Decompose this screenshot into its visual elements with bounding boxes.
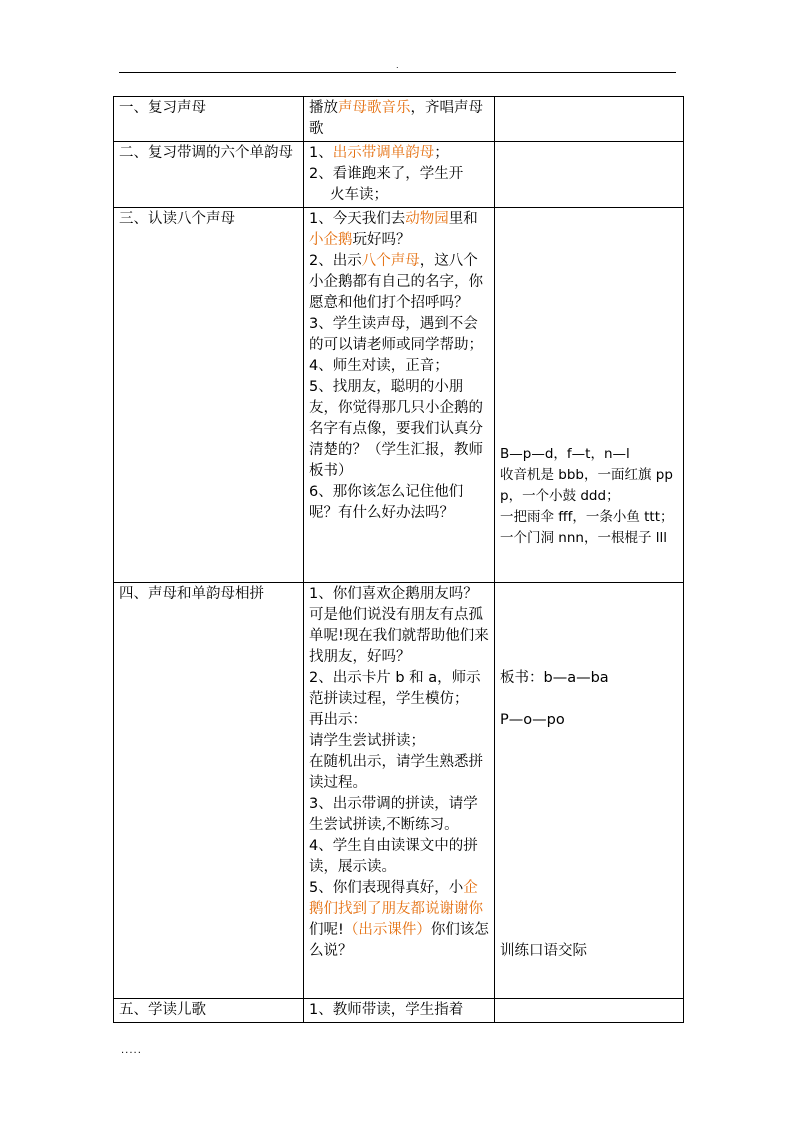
activity-cell <box>304 208 495 583</box>
activity-step: 在随机出示，请学生熟悉拼读过程。 <box>309 754 483 791</box>
step-title-cell <box>114 142 304 208</box>
footer-dots: ..... <box>121 1045 142 1056</box>
activity-step: 6、那你该怎么记住他们呢？有什么好办法吗？ <box>309 484 464 521</box>
note-line: B—p—d，f—t，n—l <box>500 446 630 462</box>
spacer <box>500 549 678 581</box>
activity-text: ，齐唱声母歌 <box>309 100 483 137</box>
activity-text: 1、 <box>309 145 333 161</box>
step-title-cell <box>114 208 304 583</box>
step-title: 二、复习带调的六个单韵母 <box>119 145 293 161</box>
note-cell <box>495 208 684 583</box>
step-title: 一、复习声母 <box>119 100 206 116</box>
board-notes <box>500 444 678 581</box>
activity-cell <box>304 97 495 142</box>
note-line: 板书：b—a—ba <box>500 670 609 686</box>
activity-text: 2、看谁跑来了，学生开 <box>309 166 464 182</box>
step-title: 四、声母和单韵母相拼 <box>119 586 264 602</box>
table-row <box>114 97 684 142</box>
activity-step: 1、教师带读，学生指着 <box>309 1002 464 1018</box>
activity-step: 2、出示八个声母，这八个小企鹅都有自己的名字，你愿意和他们打个招呼吗？ <box>309 253 483 311</box>
activity-text: 播放 <box>309 100 338 116</box>
activity-cell <box>304 142 495 208</box>
lesson-plan-table <box>113 96 684 1023</box>
step-title-cell <box>114 97 304 142</box>
step-title: 三、认读八个声母 <box>119 211 235 227</box>
note-line: 收音机是 bbb，一面红旗 ppp，一个小鼓 ddd； <box>500 467 673 504</box>
note-line: 训练口语交际 <box>500 943 587 959</box>
spacer <box>500 731 678 941</box>
note-line: P—o—po <box>500 712 565 728</box>
note-line: 一把雨伞 fff，一条小鱼 ttt； <box>500 509 674 525</box>
activity-step: 3、学生读声母，遇到不会的可以请老师或同学帮助； <box>309 316 483 353</box>
note-cell <box>495 999 684 1023</box>
activity-cell <box>304 583 495 999</box>
activity-step: 1、今天我们去动物园里和小企鹅玩好吗？ <box>309 211 478 248</box>
note-cell <box>495 142 684 208</box>
note-cell <box>495 97 684 142</box>
note-cell <box>495 583 684 999</box>
step-title-cell <box>114 583 304 999</box>
activity-highlight: 出示带调单韵母 <box>332 145 435 161</box>
spacer <box>500 584 678 668</box>
activity-step: 5、你们表现得真好，小企鹅们找到了朋友都说谢谢你们呢!（出示课件）你们该怎么说？ <box>309 880 489 959</box>
activity-step: 再出示： <box>309 712 367 728</box>
table-row <box>114 999 684 1023</box>
header-rule <box>119 72 676 73</box>
activity-step: 4、学生自由读课文中的拼读，展示读。 <box>309 838 478 875</box>
step-title-cell <box>114 999 304 1023</box>
activity-step: 4、师生对读，正音； <box>309 358 449 374</box>
activity-step: 3、出示带调的拼读，请学生尝试拼读,不断练习。 <box>309 796 478 833</box>
spacer <box>500 689 678 710</box>
table-row <box>114 208 684 583</box>
activity-text: 火车读； <box>330 187 388 203</box>
activity-highlight: 声母歌音乐 <box>338 100 411 116</box>
activity-text: ； <box>434 145 449 161</box>
header-dot: . <box>396 61 399 70</box>
step-title: 五、学读儿歌 <box>119 1002 206 1018</box>
table-row <box>114 583 684 999</box>
activity-step: 5、找朋友，聪明的小朋友，你觉得那几只小企鹅的名字有点像，要我们认真分清楚的？（学生汇报，教师板书） <box>309 379 483 479</box>
activity-step: 请学生尝试拼读； <box>309 733 425 749</box>
activity-cell <box>304 999 495 1023</box>
table-row <box>114 142 684 208</box>
activity-step: 2、出示卡片 b 和 a，师示范拼读过程，学生模仿； <box>309 670 481 707</box>
note-line: 一个门洞 nnn，一根棍子 lll <box>500 530 668 546</box>
activity-step: 1、你们喜欢企鹅朋友吗？可是他们说没有朋友有点孤单呢!现在我们就帮助他们来找朋友，好吗？ <box>309 586 489 665</box>
